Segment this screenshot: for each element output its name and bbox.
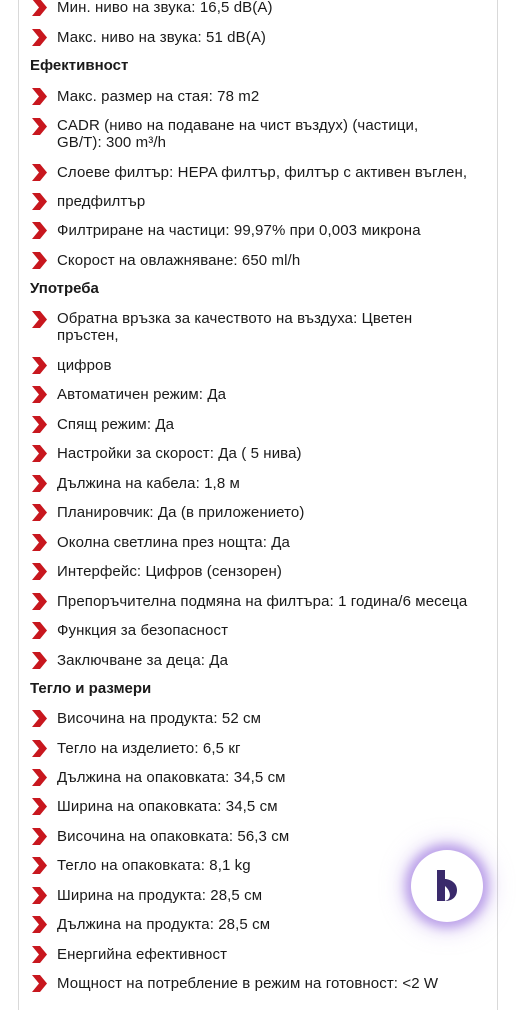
red-chevron-arrow-icon bbox=[31, 652, 47, 669]
spec-text: предфилтър bbox=[57, 193, 146, 210]
spec-text: CADR (ниво на подаване на чист въздух) (частици, GB/T): 300 m³/h bbox=[57, 117, 419, 151]
spec-text: Тегло на опаковката: 8,1 kg bbox=[57, 857, 251, 874]
spec-text: Ширина на продукта: 28,5 см bbox=[57, 887, 263, 904]
red-chevron-arrow-icon bbox=[31, 828, 47, 845]
spec-text: Околна светлина през нощта: Да bbox=[57, 534, 290, 551]
chat-assistant-logo-icon bbox=[435, 870, 459, 902]
spec-text: Спящ режим: Да bbox=[57, 416, 175, 433]
red-chevron-arrow-icon bbox=[31, 916, 47, 933]
spec-text: Препоръчителна подмяна на филтъра: 1 година/6 месеца bbox=[57, 593, 468, 610]
spec-text: цифров bbox=[57, 357, 112, 374]
spec-text: Слоеве филтър: HEPA филтър, филтър с активен въглен, bbox=[57, 164, 468, 181]
red-chevron-arrow-icon bbox=[31, 252, 47, 269]
spec-text: Дължина на опаковката: 34,5 см bbox=[57, 769, 286, 786]
spec-text: Дължина на кабела: 1,8 м bbox=[57, 475, 240, 492]
spec-text: Функция за безопасност bbox=[57, 622, 229, 639]
red-chevron-arrow-icon bbox=[31, 769, 47, 786]
red-chevron-arrow-icon bbox=[31, 475, 47, 492]
red-chevron-arrow-icon bbox=[31, 118, 47, 135]
red-chevron-arrow-icon bbox=[31, 29, 47, 46]
spec-text: Дължина на продукта: 28,5 см bbox=[57, 916, 271, 933]
spec-text: Настройки за скорост: Да ( 5 нива) bbox=[57, 445, 302, 462]
spec-text: Мощност на потребление в режим на готовност: <2 W bbox=[57, 975, 439, 992]
red-chevron-arrow-icon bbox=[31, 0, 47, 16]
section-heading-weight-dimensions: Тегло и размери bbox=[30, 680, 152, 697]
red-chevron-arrow-icon bbox=[31, 975, 47, 992]
spec-text: Обратна връзка за качеството на въздуха: Цветен пръстен, bbox=[57, 310, 413, 344]
spec-text: Енергийна ефективност bbox=[57, 946, 228, 963]
red-chevron-arrow-icon bbox=[31, 710, 47, 727]
section-heading-efficiency: Ефективност bbox=[30, 57, 129, 74]
spec-text: Височина на опаковката: 56,3 см bbox=[57, 828, 290, 845]
red-chevron-arrow-icon bbox=[31, 445, 47, 462]
red-chevron-arrow-icon bbox=[31, 887, 47, 904]
spec-text: Макс. размер на стая: 78 m2 bbox=[57, 88, 260, 105]
spec-text: Мин. ниво на звука: 16,5 dB(A) bbox=[57, 0, 273, 16]
spec-text: Интерфейс: Цифров (сензорен) bbox=[57, 563, 282, 580]
spec-text: Височина на продукта: 52 см bbox=[57, 710, 262, 727]
red-chevron-arrow-icon bbox=[31, 593, 47, 610]
red-chevron-arrow-icon bbox=[31, 311, 47, 328]
red-chevron-arrow-icon bbox=[31, 222, 47, 239]
red-chevron-arrow-icon bbox=[31, 386, 47, 403]
red-chevron-arrow-icon bbox=[31, 798, 47, 815]
red-chevron-arrow-icon bbox=[31, 857, 47, 874]
red-chevron-arrow-icon bbox=[31, 416, 47, 433]
red-chevron-arrow-icon bbox=[31, 357, 47, 374]
spec-text: Тегло на изделието: 6,5 кг bbox=[57, 740, 241, 757]
spec-text: Заключване за деца: Да bbox=[57, 652, 229, 669]
spec-text: Планировчик: Да (в приложението) bbox=[57, 504, 305, 521]
section-heading-usage: Употреба bbox=[30, 280, 99, 297]
spec-text: Скорост на овлажняване: 650 ml/h bbox=[57, 252, 301, 269]
red-chevron-arrow-icon bbox=[31, 193, 47, 210]
red-chevron-arrow-icon bbox=[31, 740, 47, 757]
red-chevron-arrow-icon bbox=[31, 164, 47, 181]
red-chevron-arrow-icon bbox=[31, 504, 47, 521]
red-chevron-arrow-icon bbox=[31, 563, 47, 580]
red-chevron-arrow-icon bbox=[31, 946, 47, 963]
spec-text: Автоматичен режим: Да bbox=[57, 386, 227, 403]
spec-text: Ширина на опаковката: 34,5 см bbox=[57, 798, 278, 815]
red-chevron-arrow-icon bbox=[31, 622, 47, 639]
spec-text: Макс. ниво на звука: 51 dB(A) bbox=[57, 29, 267, 46]
chat-assistant-button[interactable] bbox=[411, 850, 483, 922]
spec-text: Филтриране на частици: 99,97% при 0,003 микрона bbox=[57, 222, 421, 239]
red-chevron-arrow-icon bbox=[31, 534, 47, 551]
red-chevron-arrow-icon bbox=[31, 88, 47, 105]
